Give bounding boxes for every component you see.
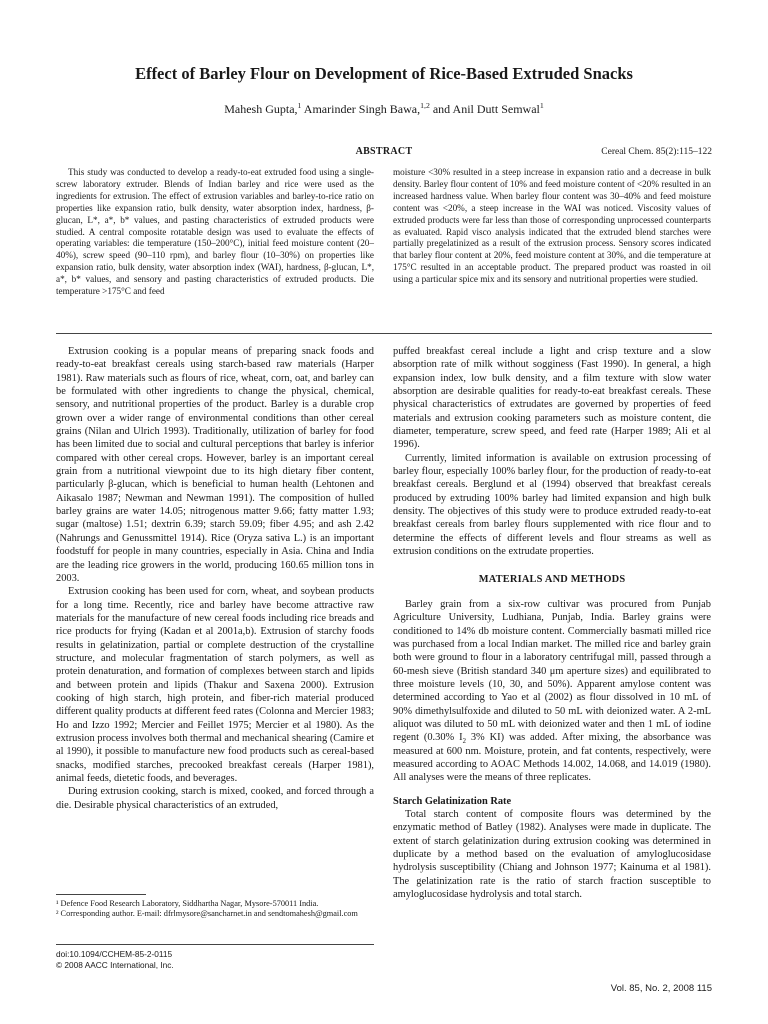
- footnotes: [56, 899, 374, 920]
- page-footer: Vol. 85, No. 2, 2008 115: [610, 983, 712, 994]
- affiliation-marker: 1: [539, 101, 544, 110]
- body-paragraph: [393, 598, 711, 785]
- author-list: [60, 102, 708, 117]
- abstract-paragraph: moisture <30% resulted in a steep increase in expansion ratio and a decrease in bulk density. Barley flour content of 10% and feed moisture content of <20% resulted in an increased hardness value. When barley flour content was 30–40% and feed moisture content was <20%, a steep increase in the WAI was noticed. Viscosity values of extruded products were far less than those of corresponding unprocessed counterparts as evaluated. Rapid visco analysis indicated that the extruded blend starches were partially pregelatinized as a result of the extrusion process. Sensory scores indicated that barley flour content at 20%, feed moisture content at 30%, and die temperature at 175°C resulted in an acceptable product. The prepared product was roasted in oil using a particular spice mix and its sensory and nutritional properties were studied.: [393, 167, 711, 285]
- doi-divider: [56, 944, 374, 945]
- affiliation-marker: 1,2: [420, 101, 430, 110]
- body-paragraph: Total starch content of composite flours was determined by the enzymatic method of Batley (1982). Analyses were made in duplicate. The extent of starch gelatinization during extrusion cooking was determined in duplicate by a method based on the evaluation of amyloglucosidase hydrolysis susceptibility (Chiang and Johnson 1977; Kainuma et al 1981). The gelatinization rate is the ratio of starch fraction susceptible to amyloglucosidase hydrolysis and total starch.: [393, 809, 711, 901]
- body-paragraph: Extrusion cooking has been used for corn, wheat, and soybean products for a long time. Recently, rice and barley have become attractive raw materials for the manufacture of new cereal foods including rice breads and rice products for frying (Kadan et al 2001a,b). Extrusion of starchy foods results in gelatinization, partial or complete destruction of the crystalline structure, and molecular fragmentation of starch polymers, as well as protein denaturation, and formation of complexes between starch and lipids and between protein and lipids (Thakur and Saxena 2000). Extrusion cooking of high starch, high protein, and fiber-rich material produced different quality products at different feed rates (Colonna and Mercier 1983; Ho and Izzo 1992; Mercier and Feillet 1975; Mercier et al 1980). As the extrusion process involves both thermal and mechanical shearing (Camire et al 1990), it possible to manufacture new food products such as cereal-based snacks, modified starches, precooked breakfast cereals (Harper 1981), animal feeds, dietetic foods, and beverages.: [56, 586, 374, 784]
- body-column-right: [393, 345, 711, 901]
- body-column-left: [56, 345, 374, 812]
- copyright-text: © 2008 AACC International, Inc.: [56, 959, 174, 970]
- subsection-heading: Starch Gelatinization Rate: [393, 795, 512, 807]
- abstract-paragraph: This study was conducted to develop a ready-to-eat extruded food using a single-screw laboratory extruder. Blends of Indian barley and rice were used as the ingredients for extrusion. The effect of extrusion variables and barley-to-rice ratio on properties like expansion ratio, bulk density, water absorption index, hardness, β-glucan, L*, a*, b* values, and pasting characteristics of extruded products were studied. A central composite rotatable design was used to evaluate the effects of operating variables: die temperature (150–200°C), initial feed moisture content (20–40%), screw speed (90–110 rpm), and barley flour (10–30%) on properties like expansion ratio, bulk density, water absorption index (WAI), hardness, β-glucan, L*, a*, b* values, and sensory and pasting characteristics of extruded products. Die temperature >175°C and feed: [56, 167, 374, 297]
- author-name: Mahesh Gupta,: [224, 102, 298, 116]
- body-paragraph: puffed breakfast cereal include a light and crisp texture and a slow absorption rate of milk without sogginess (Fast 1990). In general, a high expansion index, low bulk density, and a film texture with slow water absorption are desirable qualities for ready-to-eat breakfast cereals. These physical characteristics of extrudates are governed by properties of feed materials and extrusion cooking parameters such as moisture content, die diameter, temperature, screw speed, and feed rate (Harper 1989; Ali et al 1996).: [393, 346, 711, 451]
- footnote: ¹ Defence Food Research Laboratory, Siddhartha Nagar, Mysore-570011 India.: [56, 899, 319, 908]
- body-text: Barley grain from a six-row cultivar was procured from Punjab Agriculture University, Ludhiana, Punjab, India. Barley grains were conditioned to 14% db moisture content. Commercially basmati milled rice was purchased from a local Indian market. The milled rice and barley grain both were ground to flour in a laboratory centrifugal mill, passed through a 60-mesh sieve (British standard 340 μm aperture sizes) and equilibrated to three moisture levels (10, 30, and 50%). Apparent amylose content was determined according to Yao et al (2002) as flour dissolved in 10 mL of 90% dimethylsulfoxide and diluted to 50 mL with deionized water. A 2-mL aliquot was diluted to 50 mL with deionized water and then 1 mL of iodine regent (0.30% I: [393, 598, 711, 744]
- abstract-column-right: [393, 167, 711, 286]
- section-heading: MATERIALS AND METHODS: [478, 573, 626, 585]
- abstract-column-left: [56, 167, 374, 298]
- abstract-heading: ABSTRACT: [355, 146, 413, 157]
- author-name: Amarinder Singh Bawa,: [303, 102, 421, 116]
- abstract-divider: [56, 333, 712, 334]
- body-text: 3% KI) was added. After mixing, the absorbance was measured at 600 nm. Moisture, protein, and fat contents, respectively, were measured according to AOAC Methods 14.002, 14.068, and 14.019 (1980). All analyses were the means of three replicates.: [393, 732, 711, 784]
- body-paragraph: Currently, limited information is available on extrusion processing of barley flour, especially 100% barley flour, for the production of ready-to-eat breakfast cereals. Berglund et al (1994) observed that breakfast cereals produced by extruding 100% barley had limited expansion and high bulk density. The objectives of this study were to produce extruded ready-to-eat breakfast cereals from barley flours supplemented with rice flour and to determine the effects of different levels and flour streams as well as extrusion conditions on the extrudate properties.: [393, 452, 711, 558]
- body-paragraph: Extrusion cooking is a popular means of preparing snack foods and ready-to-eat breakfast cereals using starch-based raw materials (Harper 1981). Raw materials such as flours of rice, wheat, corn, oat, and barley can be formulated with other ingredients to change the physical, chemical, sensory, and nutritional properties of the product. Barley is a durable crop grown over a wider range of environmental conditions than other cereal grains (Nilan and Ulrich 1993). Traditionally, utilization of barley for food has been limited due to social and cultural perceptions that barley is inferior compared with other cereal crops. However, barley is an important cereal grain from a nutritional viewpoint due to its high dietary fiber content, particularly β-glucan, which is beneficial to human health (Lehtonen and Aikasalo 1987; Newman and Newman 1991). The composition of hulled barley grains are water 14.05; nitrogenous matter 9.66; fatty matter 1.93; sugar (maltose) 1.51; dextrin 6.39; starch 59.09; fiber 4.95; and ash 2.42 (Nahrungs and Genussmittel 1914). Rice (Oryza sativa L.) is an important foodstuff for people in many countries, especially in Asia. China and India are the leading rice growers in the world, producing 160.65 million tons in 2003.: [56, 346, 374, 584]
- subscript: 2: [462, 738, 466, 746]
- doi-text: doi:10.1094/CCHEM-85-2-0115: [56, 949, 173, 959]
- footnote-divider: [56, 894, 146, 895]
- affiliation-marker: 1: [297, 101, 302, 110]
- body-paragraph: During extrusion cooking, starch is mixed, cooked, and forced through a die. Desirable physical characteristics of an extruded,: [56, 786, 374, 811]
- journal-citation: Cereal Chem. 85(2):115–122: [601, 147, 712, 157]
- article-title: Effect of Barley Flour on Development of Rice-Based Extruded Snacks: [135, 64, 633, 83]
- footnote: ² Corresponding author. E-mail: dfrlmysore@sancharnet.in and sendtomahesh@gmail.com: [56, 909, 358, 919]
- author-name: and Anil Dutt Semwal: [432, 102, 540, 116]
- doi-block: [56, 949, 174, 970]
